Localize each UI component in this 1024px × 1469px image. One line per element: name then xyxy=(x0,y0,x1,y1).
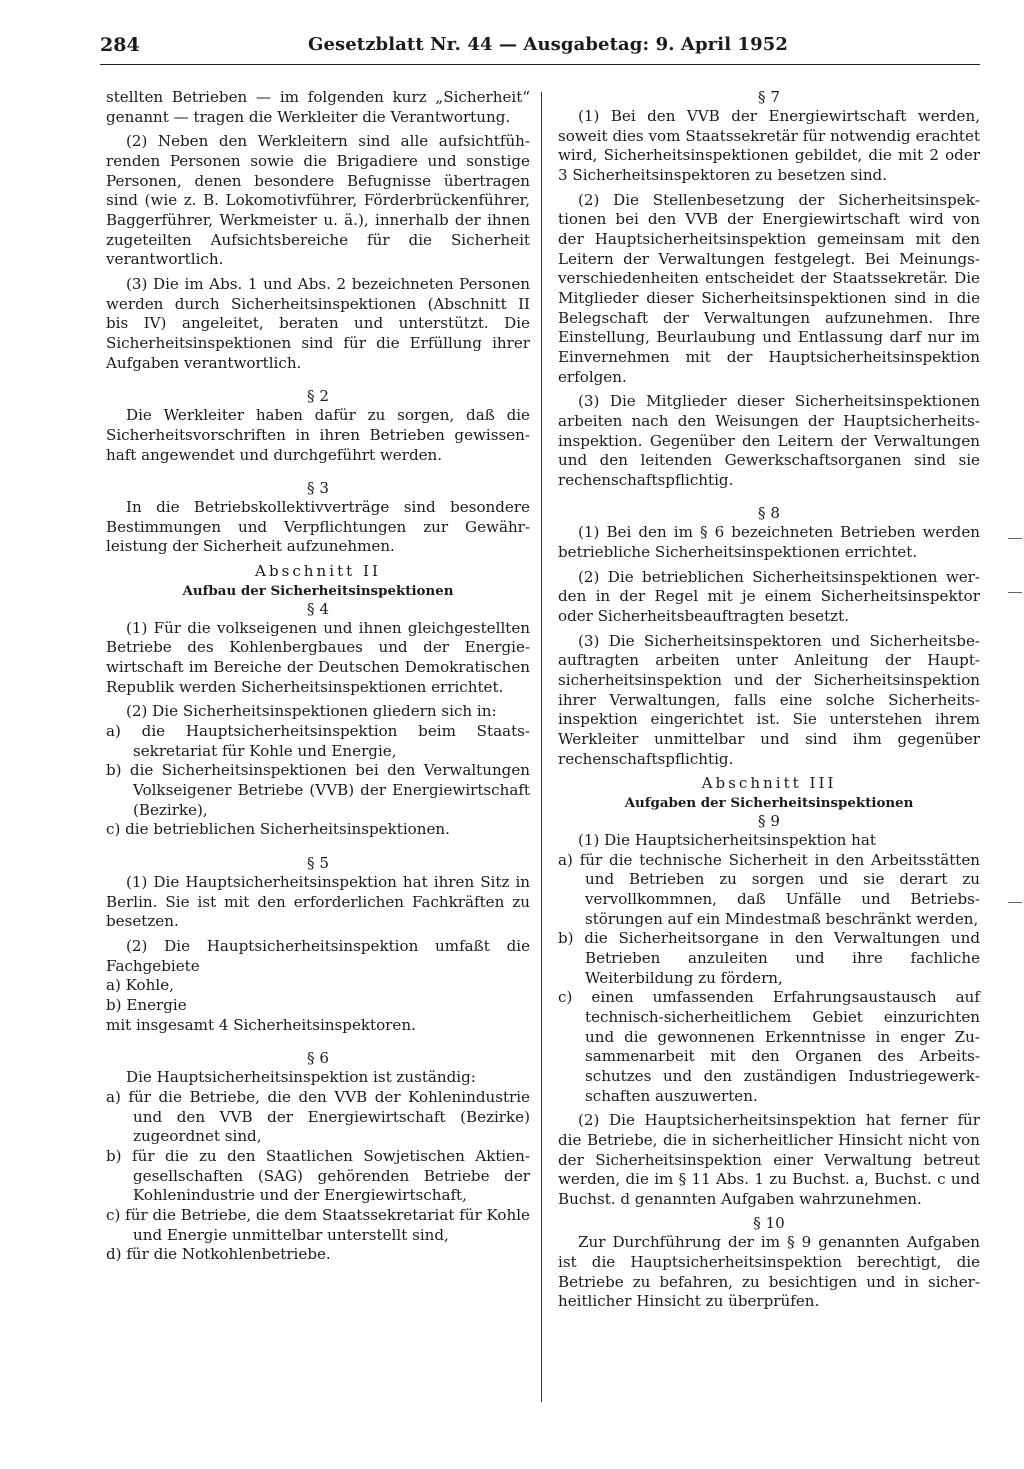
paragraph: stellten Betrieben — im folgenden kurz „Sicherheit“ genannt — tragen die Werkleiter die Verantwortung. xyxy=(106,88,530,126)
paragraph: (2) Die Stellenbesetzung der Sicherheitsinspektionen bei den VVB der Energiewirtschaft wird von der Hauptsicherheitsinspektion gemeinsam mit den Leitern der Verwaltungen festgelegt. Bei Meinungsverschiedenheiten entscheidet der Staatssekretär. Die Mitglieder dieser Sicherheitsinspektionen sind in die Belegschaft der Verwaltungen aufzunehmen. Ihre Einstellung, Beurlaubung und Entlassung darf nur im Einvernehmen mit der Hauptsicherheitsinspektion erfolgen. xyxy=(558,190,980,386)
chapter-title: Aufbau der Sicherheitsinspektionen xyxy=(182,582,454,599)
paragraph: Die Hauptsicherheitsinspektion ist zuständig: xyxy=(126,1068,476,1087)
paragraph: (2) Die betrieblichen Sicherheitsinspektionen werden in der Regel mit je einem Sicherheitsinspektor oder Sicherheitsbeauftragten besetzt. xyxy=(558,567,980,626)
paragraph: (2) Die Hauptsicherheitsinspektion hat ferner für die Betriebe, die in sicherheitlicher Hinsicht nicht von der Sicherheitsinspektion einer Verwaltung betreut werden, die im § 11 Abs. 1 zu Buchst. a, Buchst. c und Buchst. d genannten Aufgaben wahrzunehmen. xyxy=(558,1111,980,1208)
list-item: a) Kohle, xyxy=(106,976,174,995)
list-item: a) für die Betriebe, die den VVB der Kohlenindustrie und den VVB der Energiewirtschaft (Bezirke) zugeordnet sind, xyxy=(106,1087,530,1146)
chapter-title: Aufgaben der Sicherheitsinspektionen xyxy=(624,795,914,811)
page-number: 284 xyxy=(100,34,140,56)
right-column xyxy=(558,88,980,1317)
paragraph: mit insgesamt 4 Sicherheitsinspektoren. xyxy=(106,1015,416,1034)
paragraph: In die Betriebskollektivverträge sind besondere Bestimmungen und Verpflichtungen zur Gewährleistung der Sicherheit aufzunehmen. xyxy=(106,498,530,556)
margin-mark xyxy=(1008,592,1022,593)
list-item: c) für die Betriebe, die dem Staatssekretariat für Kohle und Energie unmittelbar unterstellt sind, xyxy=(106,1205,530,1244)
section-heading: § 5 xyxy=(307,854,329,872)
section-heading: § 9 xyxy=(758,812,780,830)
section-heading: § 2 xyxy=(307,387,329,406)
margin-mark xyxy=(1008,902,1022,903)
paragraph: Die Werkleiter haben dafür zu sorgen, daß die Sicherheitsvorschriften in ihren Betrieben gewissenhaft angewendet und durchgeführt werden. xyxy=(106,406,530,464)
list-item: b) für die zu den Staatlichen Sowjetischen Aktiengesellschaften (SAG) gehörenden Betriebe der Kohlenindustrie und der Energiewirtschaft, xyxy=(106,1146,530,1205)
list-item: c) einen umfassenden Erfahrungsaustausch auf technisch-sicherheitlichem Gebiet einzurichten und die gewonnenen Erkenntnisse in enger Zusammenarbeit mit den Organen des Arbeitsschutzes und den zuständigen Industriegewerkschaften auszuwerten. xyxy=(558,988,980,1105)
list-item: b) die Sicherheitsinspektionen bei den Verwaltungen Volkseigener Betriebe (VVB) der Energiewirtschaft (Bezirke), xyxy=(106,761,530,819)
paragraph: (1) Die Hauptsicherheitsinspektion hat ihren Sitz in Berlin. Sie ist mit den erforderlichen Fachkräften zu besetzen. xyxy=(106,873,530,931)
left-column xyxy=(106,88,530,1265)
section-heading: § 4 xyxy=(307,599,329,618)
paragraph: (3) Die Sicherheitsinspektoren und Sicherheitsbeauftragten arbeiten unter Anleitung der Hauptsicherheitsinspektion und der Sicherheitsinspektion ihrer Verwaltungen, falls eine solche Sicherheitsinspektion eingerichtet ist. Sie unterstehen ihrem Werkleiter unmittelbar und sind ihm gegenüber rechenschaftspflichtig. xyxy=(558,631,980,768)
paragraph: (1) Für die volkseigenen und ihnen gleichgestellten Betriebe des Kohlenbergbaues und der Energiewirtschaft im Bereiche der Deutschen Demokratischen Republik werden Sicherheitsinspektionen errichtet. xyxy=(106,618,530,696)
chapter-heading: Abschnitt II xyxy=(255,562,381,581)
section-heading: § 10 xyxy=(753,1214,785,1233)
paragraph: (2) Die Hauptsicherheitsinspektion umfaßt die Fachgebiete xyxy=(106,936,530,975)
list-item: b) die Sicherheitsorgane in den Verwaltungen und Betrieben anzuleiten und ihre fachliche Weiterbildung zu fördern, xyxy=(558,929,980,987)
paragraph: (1) Die Hauptsicherheitsinspektion hat xyxy=(578,831,876,849)
paragraph: (3) Die Mitglieder dieser Sicherheitsinspektionen arbeiten nach den Weisungen der Hauptsicherheitsinspektion. Gegenüber den Leitern der Verwaltungen und den leitenden Gewerkschaftsorganen sind sie rechenschaftspflichtig. xyxy=(558,392,980,489)
list-item: a) für die technische Sicherheit in den Arbeitsstätten und Betrieben zu sorgen und sie derart zu vervollkommnen, daß Unfälle und Betriebsstörungen auf ein Mindestmaß beschränkt werden, xyxy=(558,850,980,928)
paragraph: (1) Bei den VVB der Energiewirtschaft werden, soweit dies vom Staatssekretär für notwendig erachtet wird, Sicherheitsinspektionen gebildet, die mit 2 oder 3 Sicherheitsinspektoren zu besetzen sind. xyxy=(558,107,980,184)
paragraph: Zur Durchführung der im § 9 genannten Aufgaben ist die Hauptsicherheitsinspektion berechtigt, die Betriebe zu befahren, zu besichtigen und in sicherheitlicher Hinsicht zu überprüfen. xyxy=(558,1233,980,1311)
list-item: c) die betrieblichen Sicherheitsinspektionen. xyxy=(106,820,450,839)
paragraph: (2) Neben den Werkleitern sind alle aufsichtführenden Personen sowie die Brigadiere und sonstige Personen, denen besondere Befugnisse übertragen sind (wie z. B. Lokomotivführer, Förderbrückenführer, Baggerführer, Werkmeister u. ä.), innerhalb der ihnen zugeteilten Aufsichtsbereiche für die Sicherheit verantwortlich. xyxy=(106,132,530,269)
column-divider xyxy=(541,92,542,1402)
section-heading: § 3 xyxy=(307,479,329,498)
chapter-heading: Abschnitt III xyxy=(701,774,837,793)
list-item: d) für die Notkohlenbetriebe. xyxy=(106,1245,331,1264)
section-heading: § 6 xyxy=(307,1049,329,1068)
page-header xyxy=(100,30,980,70)
paragraph: (2) Die Sicherheitsinspektionen gliedern sich in: xyxy=(126,702,497,721)
header-rule xyxy=(100,64,980,65)
section-heading: § 7 xyxy=(758,88,780,106)
margin-mark xyxy=(1008,538,1022,539)
list-item: b) Energie xyxy=(106,995,187,1014)
list-item: a) die Hauptsicherheitsinspektion beim Staatssekretariat für Kohle und Energie, xyxy=(106,722,530,760)
section-heading: § 8 xyxy=(758,504,780,523)
paragraph: (3) Die im Abs. 1 und Abs. 2 bezeichneten Personen werden durch Sicherheitsinspektionen (Abschnitt II bis IV) angeleitet, beraten und unterstützt. Die Sicherheitsinspektionen sind für die Erfüllung ihrer Aufgaben verantwortlich. xyxy=(106,274,530,372)
paragraph: (1) Bei den im § 6 bezeichneten Betrieben werden betriebliche Sicherheitsinspektionen errichtet. xyxy=(558,523,980,562)
gazette-title: Gesetzblatt Nr. 44 — Ausgabetag: 9. April 1952 xyxy=(308,34,789,55)
